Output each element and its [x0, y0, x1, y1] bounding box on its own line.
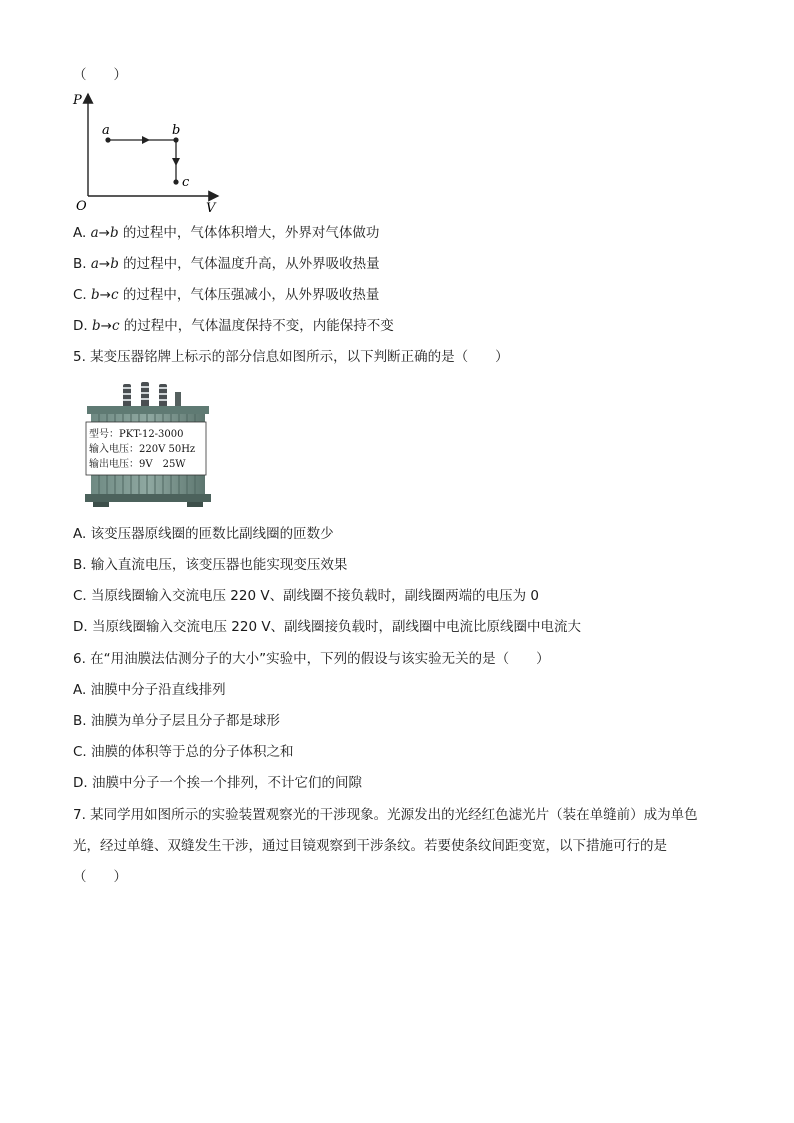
- q5-option-d: D. 当原线圈输入交流电压 220 V、副线圈接负载时，副线圈中电流比原线圈中电流大: [73, 619, 582, 635]
- q7-stem-line-1: 7. 某同学用如图所示的实验装置观察光的干涉现象。光源发出的光经红色滤光片（装在单缝前）成为单色: [73, 807, 698, 823]
- process-a-to-b-arrow: [142, 136, 150, 144]
- q6-option-d: D. 油膜中分子一个挨一个排列，不计它们的间隙: [73, 775, 362, 791]
- point-b: [173, 137, 178, 142]
- transformer-photo: [83, 382, 213, 507]
- q4-option-d: D. b→c 的过程中，气体温度保持不变，内能保持不变: [73, 318, 394, 334]
- process-b-to-c-arrow: [172, 158, 180, 166]
- v-axis-label: V: [206, 201, 216, 216]
- origin-label: O: [76, 199, 87, 214]
- q6-stem: 6. 在“用油膜法估测分子的大小”实验中，下列的假设与该实验无关的是（ ）: [73, 651, 550, 667]
- q6-option-a: A. 油膜中分子沿直线排列: [73, 682, 226, 698]
- pv-diagram: [70, 88, 230, 218]
- q6-option-b: B. 油膜为单分子层且分子都是球形: [73, 713, 280, 729]
- q6-option-c: C. 油膜的体积等于总的分子体积之和: [73, 744, 294, 760]
- point-b-label: b: [172, 123, 181, 138]
- nameplate-input-voltage: 输入电压：220V 50Hz: [89, 444, 196, 455]
- q5-option-c: C. 当原线圈输入交流电压 220 V、副线圈不接负载时，副线圈两端的电压为 0: [73, 588, 539, 604]
- q4-option-b: B. a→b 的过程中，气体温度升高，从外界吸收热量: [73, 256, 380, 272]
- point-c: [173, 179, 178, 184]
- p-axis-label: P: [73, 93, 82, 108]
- q5-option-b: B. 输入直流电压，该变压器也能实现变压效果: [73, 557, 348, 573]
- point-a: [105, 137, 110, 142]
- q5-stem: 5. 某变压器铭牌上标示的部分信息如图所示，以下判断正确的是（ ）: [73, 349, 509, 365]
- q7-answer-bracket: （ ）: [73, 869, 127, 885]
- point-a-label: a: [102, 123, 110, 138]
- nameplate-model: 型号：PKT-12-3000: [89, 429, 184, 440]
- question-4-answer-bracket: （ ）: [73, 67, 127, 83]
- point-c-label: c: [182, 175, 190, 190]
- q5-option-a: A. 该变压器原线圈的匝数比副线圈的匝数少: [73, 526, 334, 542]
- q4-option-a: A. a→b 的过程中，气体体积增大，外界对气体做功: [73, 225, 380, 241]
- q7-stem-line-2: 光，经过单缝、双缝发生干涉，通过目镜观察到干涉条纹。若要使条纹间距变宽，以下措施可行的是: [73, 838, 667, 854]
- q4-option-c: C. b→c 的过程中，气体压强减小，从外界吸收热量: [73, 287, 380, 303]
- nameplate-output-voltage: 输出电压：9V 25W: [89, 459, 186, 470]
